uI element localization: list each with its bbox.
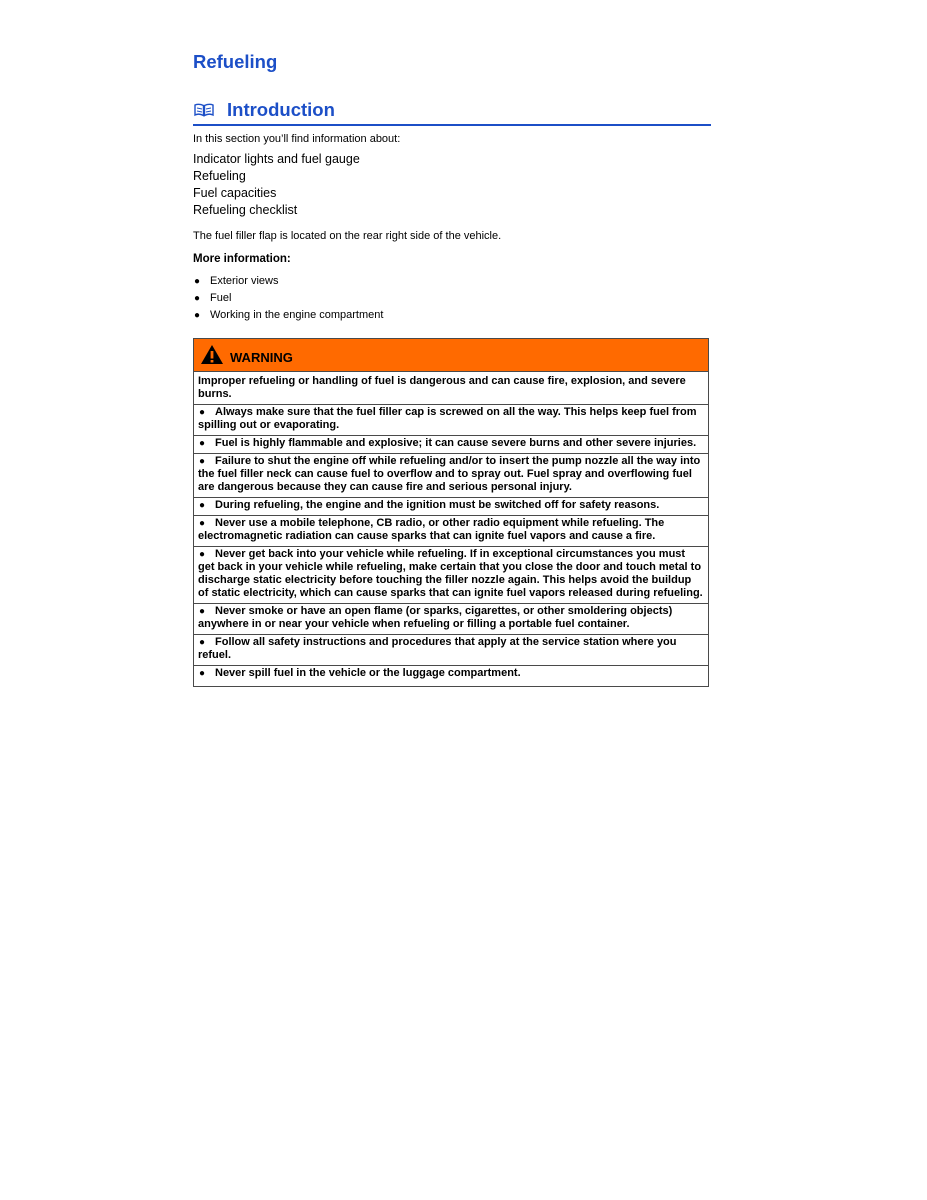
section-title: Introduction bbox=[227, 99, 335, 120]
warning-item-text: During refueling, the engine and the ignition must be switched off for safety reasons. bbox=[215, 499, 660, 511]
more-info-label: Exterior views bbox=[210, 275, 279, 287]
warning-item-text: Failure to shut the engine off while refueling and/or to insert the pump nozzle all the way into the fuel filler neck can cause fuel to overflow and to spray out. Fuel spray and overflowing fuel are dangerous because they can cause fire and serious personal injury. bbox=[198, 455, 701, 493]
warning-item-text: Never spill fuel in the vehicle or the luggage compartment. bbox=[215, 667, 521, 679]
more-info-item-fuel[interactable] bbox=[193, 290, 383, 307]
topic-link-refueling[interactable]: Refueling bbox=[193, 169, 246, 183]
warning-intro: Improper refueling or handling of fuel is dangerous and can cause fire, explosion, and severe burns. bbox=[194, 374, 708, 405]
topic-list bbox=[193, 151, 360, 219]
bullet-icon: ● bbox=[194, 293, 201, 304]
warning-item bbox=[194, 604, 708, 635]
more-info-list bbox=[193, 273, 383, 324]
bullet-icon: ● bbox=[194, 276, 201, 287]
warning-title: WARNING bbox=[230, 350, 293, 365]
more-info-item-exterior-views[interactable] bbox=[193, 273, 383, 290]
warning-triangle-icon bbox=[200, 344, 224, 365]
warning-item bbox=[194, 635, 708, 666]
bullet-icon: ● bbox=[199, 456, 206, 467]
topic-link-indicator-lights[interactable]: Indicator lights and fuel gauge bbox=[193, 152, 360, 166]
open-book-icon bbox=[194, 103, 214, 117]
bullet-icon: ● bbox=[199, 500, 206, 511]
bullet-icon: ● bbox=[199, 668, 206, 679]
warning-item-text: Follow all safety instructions and procedures that apply at the service station where you refuel. bbox=[198, 636, 677, 661]
bullet-icon: ● bbox=[199, 407, 206, 418]
warning-item-text: Never smoke or have an open flame (or sparks, cigarettes, or other smoldering objects) anywhere in or near your vehicle when refueling or filling a portable fuel container. bbox=[198, 605, 673, 630]
intro-lead: In this section you’ll find information about: bbox=[193, 133, 401, 145]
bullet-icon: ● bbox=[199, 438, 206, 449]
warning-item-text: Never get back into your vehicle while refueling. If in exceptional circumstances you must get back in your vehicle while refueling, make certain that you close the door and touch metal to discharge static electricity before touching the filler nozzle again. This helps avoid the buildup of static electricity, which can cause sparks that can ignite fuel vapors released during refueling. bbox=[198, 548, 703, 599]
warning-item-text: Never use a mobile telephone, CB radio, or other radio equipment while refueling. The electromagnetic radiation can cause sparks that can ignite fuel vapors and cause a fire. bbox=[198, 517, 665, 542]
warning-item-text: Fuel is highly flammable and explosive; it can cause severe burns and other severe injuries. bbox=[215, 437, 697, 449]
warning-item bbox=[194, 516, 708, 547]
bullet-icon: ● bbox=[194, 310, 201, 321]
warning-item bbox=[194, 436, 708, 454]
warning-item bbox=[194, 454, 708, 498]
warning-body bbox=[194, 372, 708, 686]
bullet-icon: ● bbox=[199, 518, 206, 529]
more-info-label: Fuel bbox=[210, 292, 232, 304]
warning-item-text: Always make sure that the fuel filler cap is screwed on all the way. This helps keep fuel from spilling out or evaporating. bbox=[198, 406, 697, 431]
section-header bbox=[193, 98, 711, 126]
more-info-heading: More information: bbox=[193, 253, 291, 265]
warning-item bbox=[194, 498, 708, 516]
more-info-item-engine-compartment[interactable] bbox=[193, 307, 383, 324]
warning-item bbox=[194, 547, 708, 604]
bullet-icon: ● bbox=[199, 637, 206, 648]
more-info-label: Working in the engine compartment bbox=[210, 309, 384, 321]
topic-link-fuel-capacities[interactable]: Fuel capacities bbox=[193, 186, 277, 200]
warning-box bbox=[193, 338, 709, 687]
chapter-title: Refueling bbox=[193, 51, 278, 72]
location-note: The fuel filler flap is located on the rear right side of the vehicle. bbox=[193, 230, 502, 242]
bullet-icon: ● bbox=[199, 606, 206, 617]
warning-item bbox=[194, 666, 708, 683]
warning-item bbox=[194, 405, 708, 436]
warning-header bbox=[194, 339, 708, 372]
topic-link-refueling-checklist[interactable]: Refueling checklist bbox=[193, 203, 298, 217]
bullet-icon: ● bbox=[199, 549, 206, 560]
